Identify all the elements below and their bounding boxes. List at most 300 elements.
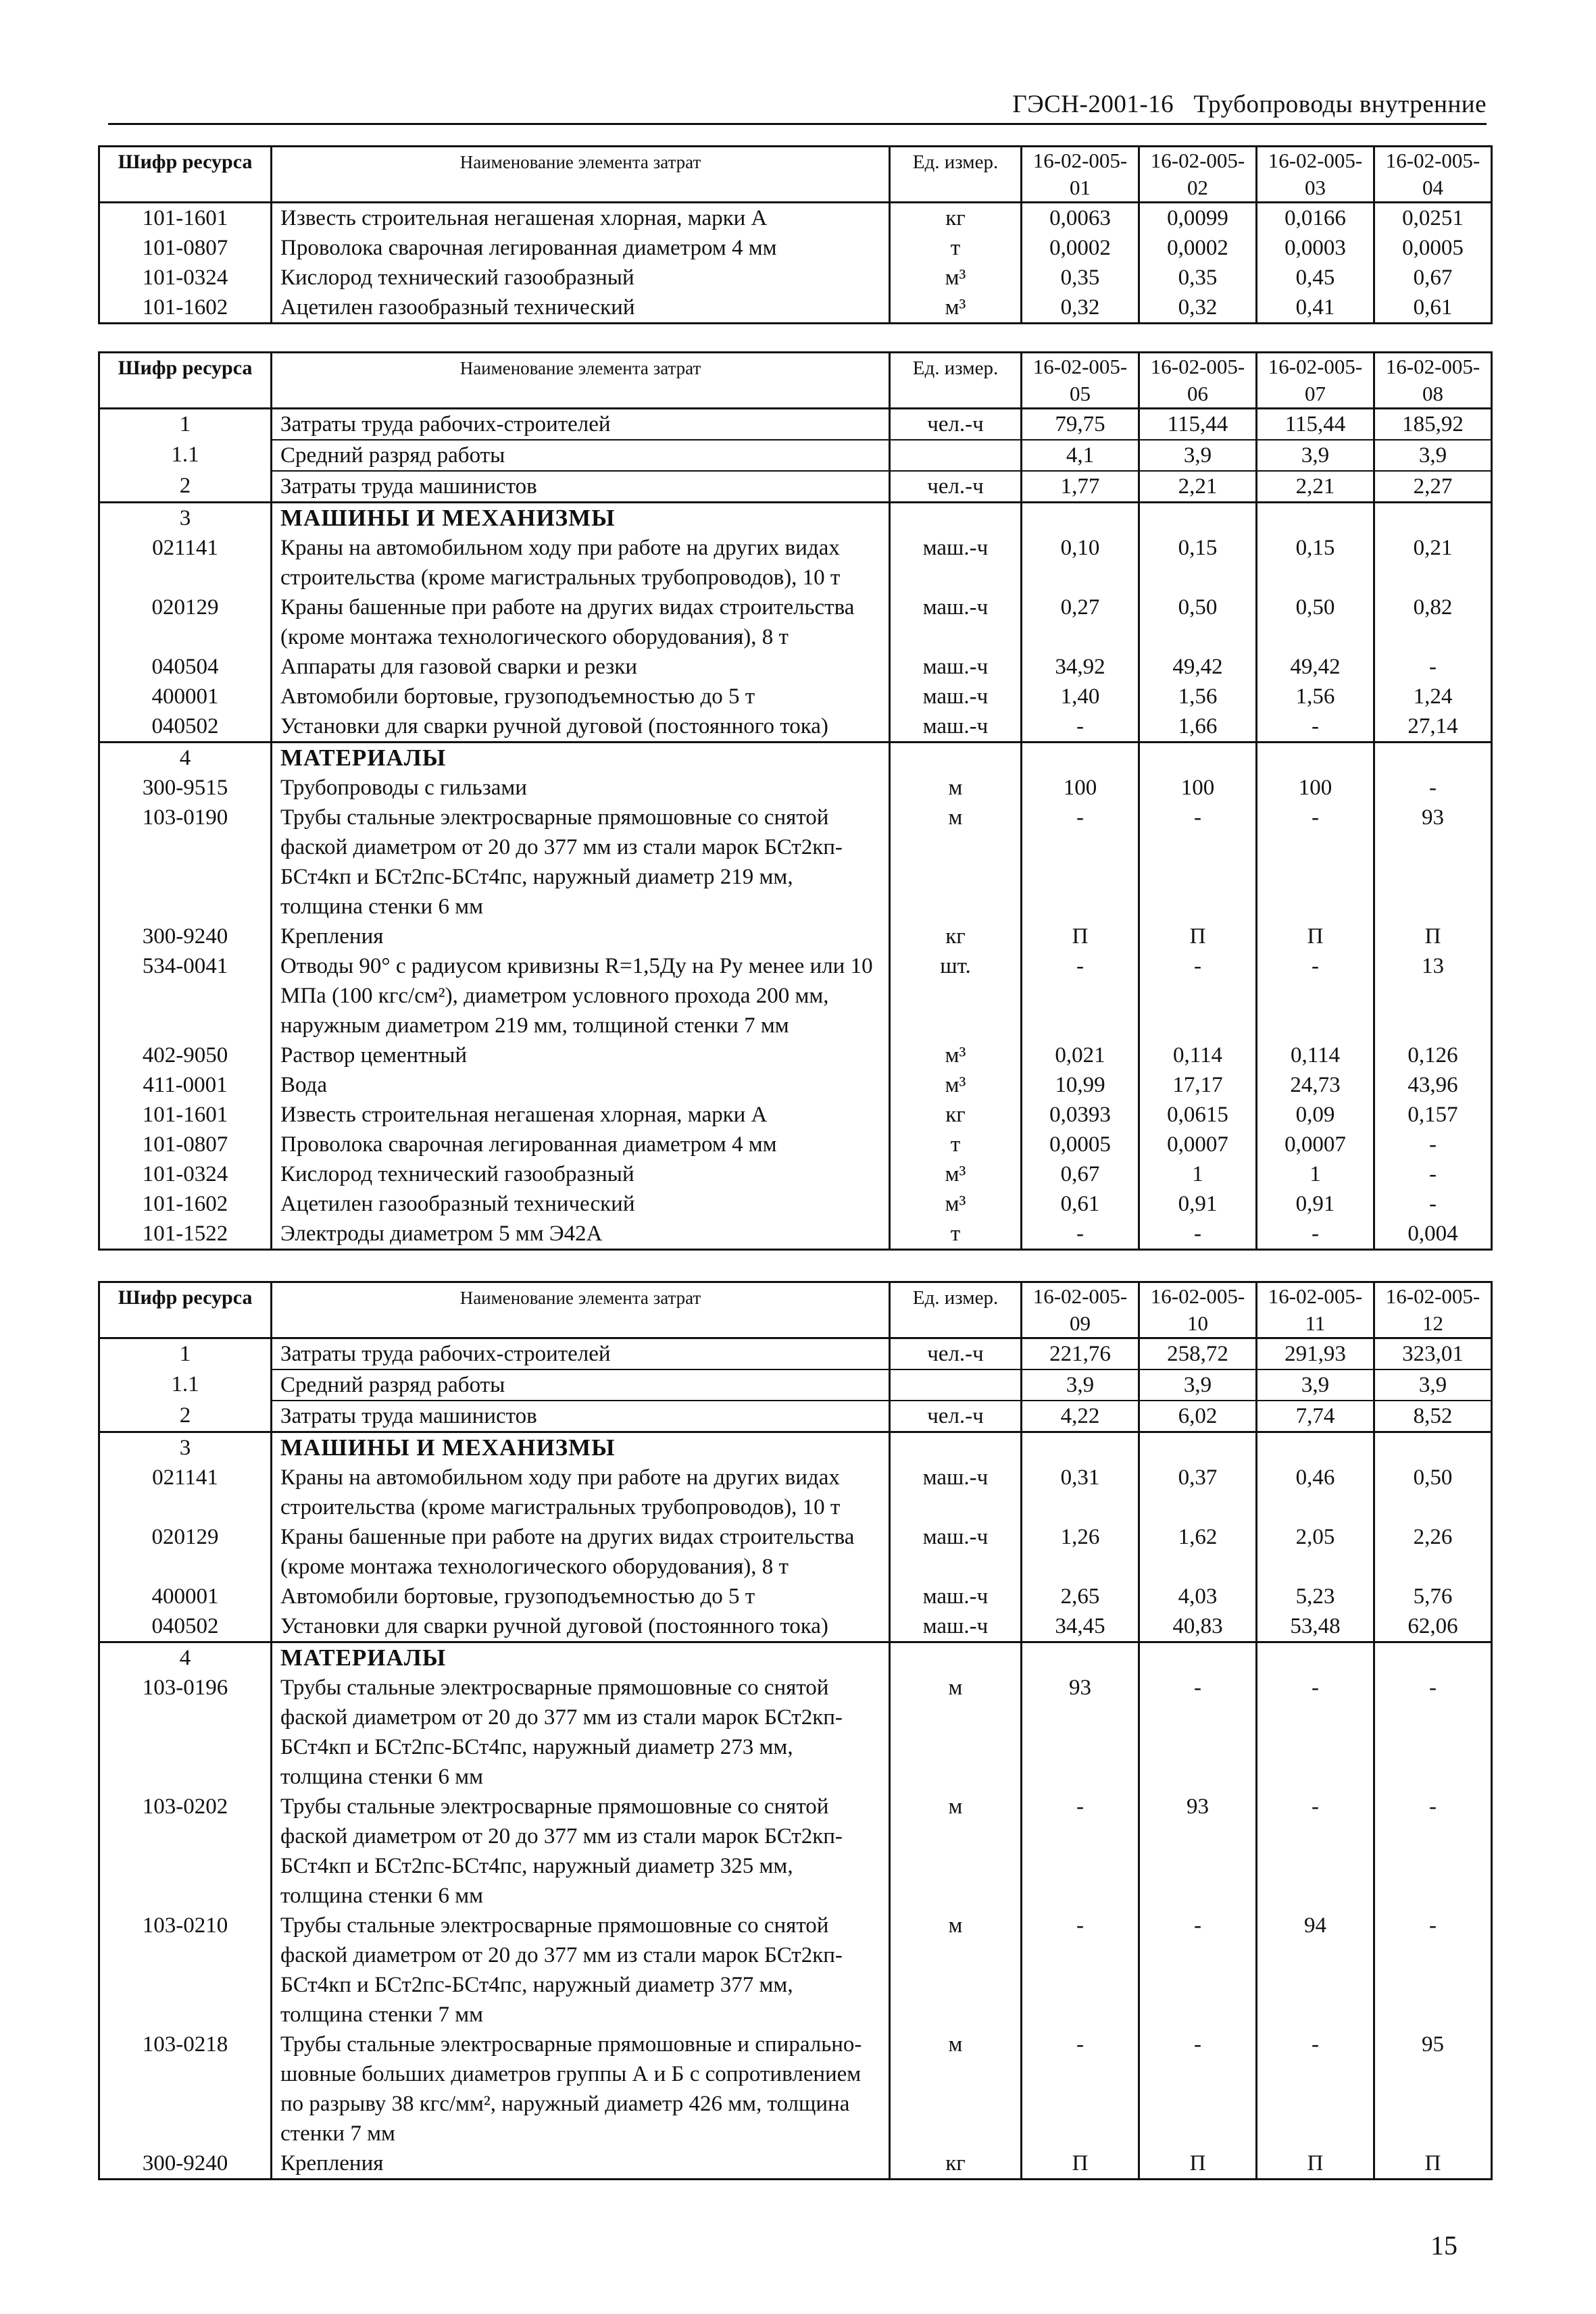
resource-code: 3: [99, 1432, 272, 1463]
norm-value: -: [1139, 1911, 1257, 2030]
table-row: [99, 1792, 1492, 1911]
cost-element-name: Средний разряд работы: [272, 1369, 890, 1401]
unit-of-measure: м³: [890, 1040, 1022, 1070]
norm-value: П: [1374, 2148, 1492, 2180]
norm-value: 24,73: [1257, 1070, 1374, 1100]
norm-value: 0,41: [1257, 293, 1374, 324]
cost-element-name: Электроды диаметром 5 мм Э42А: [272, 1219, 890, 1250]
header-norm-code: 16-02-005-07: [1257, 353, 1374, 409]
norm-value: 1,66: [1139, 711, 1257, 743]
norm-value: 0,0166: [1257, 203, 1374, 234]
norm-value: 100: [1257, 773, 1374, 803]
table-row: [99, 1432, 1492, 1463]
unit-of-measure: [890, 440, 1022, 471]
norm-value: 0,0615: [1139, 1100, 1257, 1130]
cost-element-name: Раствор цементный: [272, 1040, 890, 1070]
norm-value: 0,27: [1022, 593, 1139, 652]
norm-value: 79,75: [1022, 409, 1139, 441]
table-row: [99, 1673, 1492, 1792]
norm-value: 3,9: [1022, 1369, 1139, 1401]
table-row: [99, 922, 1492, 951]
table-row: [99, 1219, 1492, 1250]
table-row: [99, 233, 1492, 263]
table-row: [99, 593, 1492, 652]
norm-value: 1,77: [1022, 471, 1139, 503]
norm-value: -: [1374, 773, 1492, 803]
norm-value: 0,35: [1022, 263, 1139, 293]
norm-value: 10,99: [1022, 1070, 1139, 1100]
unit-of-measure: маш.-ч: [890, 533, 1022, 593]
resource-code: 040504: [99, 652, 272, 682]
cost-element-name: Кислород технический газообразный: [272, 263, 890, 293]
norm-value: 115,44: [1257, 409, 1374, 441]
resource-code: 402-9050: [99, 1040, 272, 1070]
norm-value: 0,67: [1022, 1159, 1139, 1189]
norm-value: [1257, 743, 1374, 774]
table-row: [99, 743, 1492, 774]
norm-value: 3,9: [1139, 1369, 1257, 1401]
resource-code: 101-0324: [99, 1159, 272, 1189]
norm-value: 0,0002: [1139, 233, 1257, 263]
norm-value: 0,91: [1139, 1189, 1257, 1219]
resource-code: 103-0202: [99, 1792, 272, 1911]
header-norm-code: 16-02-005-09: [1022, 1282, 1139, 1338]
norm-value: П: [1139, 922, 1257, 951]
resource-code: 300-9240: [99, 922, 272, 951]
table-row: [99, 503, 1492, 534]
norm-value: 2,27: [1374, 471, 1492, 503]
norm-value: [1139, 503, 1257, 534]
norm-value: -: [1374, 1673, 1492, 1792]
norm-value: [1257, 1642, 1374, 1674]
header-title: ГЭСН-2001-16 Трубопроводы внутренние: [1012, 91, 1487, 118]
cost-element-name: Затраты труда рабочих-строителей: [272, 409, 890, 441]
resource-code: 103-0210: [99, 1911, 272, 2030]
norm-value: 1: [1139, 1159, 1257, 1189]
norm-value: 2,21: [1257, 471, 1374, 503]
norm-value: 0,67: [1374, 263, 1492, 293]
cost-element-name: Установки для сварки ручной дуговой (постоянного тока): [272, 1611, 890, 1642]
norm-value: 13: [1374, 951, 1492, 1040]
unit-of-measure: [890, 503, 1022, 534]
norm-value: 0,0063: [1022, 203, 1139, 234]
header-code: Шифр ресурса: [99, 1282, 272, 1338]
unit-of-measure: м³: [890, 1070, 1022, 1100]
norm-value: [1139, 1642, 1257, 1674]
norm-value: 185,92: [1374, 409, 1492, 441]
cost-element-name: Проволока сварочная легированная диаметром 4 мм: [272, 1130, 890, 1159]
cost-element-name: Аппараты для газовой сварки и резки: [272, 652, 890, 682]
norm-value: 5,23: [1257, 1582, 1374, 1611]
norm-value: 0,50: [1139, 593, 1257, 652]
norm-value: 34,45: [1022, 1611, 1139, 1642]
resource-code: 101-1602: [99, 293, 272, 324]
norm-value: 3,9: [1374, 1369, 1492, 1401]
unit-of-measure: м: [890, 1911, 1022, 2030]
table-row: [99, 1911, 1492, 2030]
cost-element-name: Трубопроводы с гильзами: [272, 773, 890, 803]
table-header-row: [99, 353, 1492, 409]
norm-value: 0,004: [1374, 1219, 1492, 1250]
table-row: [99, 1159, 1492, 1189]
norm-value: 93: [1139, 1792, 1257, 1911]
norm-value: 6,02: [1139, 1401, 1257, 1432]
unit-of-measure: м: [890, 773, 1022, 803]
resource-code: 101-1522: [99, 1219, 272, 1250]
unit-of-measure: шт.: [890, 951, 1022, 1040]
norm-value: 0,0005: [1022, 1130, 1139, 1159]
norm-value: -: [1022, 2030, 1139, 2148]
table-row: [99, 293, 1492, 324]
resource-code: 101-0324: [99, 263, 272, 293]
cost-element-name: Средний разряд работы: [272, 440, 890, 471]
header-norm-code: 16-02-005-10: [1139, 1282, 1257, 1338]
norm-value: -: [1257, 711, 1374, 743]
header-unit: Ед. измер.: [890, 147, 1022, 203]
table-header-row: [99, 1282, 1492, 1338]
norm-value: 258,72: [1139, 1338, 1257, 1370]
table-row: [99, 409, 1492, 441]
norm-value: [1139, 743, 1257, 774]
norm-value: 0,0003: [1257, 233, 1374, 263]
norm-value: [1139, 1432, 1257, 1463]
norm-value: -: [1257, 1673, 1374, 1792]
header-norm-code: 16-02-005-06: [1139, 353, 1257, 409]
norm-value: 1,40: [1022, 682, 1139, 711]
norm-value: [1022, 743, 1139, 774]
norm-value: 3,9: [1374, 440, 1492, 471]
norm-value: 0,61: [1374, 293, 1492, 324]
unit-of-measure: м: [890, 1792, 1022, 1911]
norm-value: 323,01: [1374, 1338, 1492, 1370]
norm-value: -: [1257, 1792, 1374, 1911]
table-header-row: [99, 147, 1492, 203]
cost-element-name: МАШИНЫ И МЕХАНИЗМЫ: [272, 503, 890, 534]
unit-of-measure: маш.-ч: [890, 1522, 1022, 1582]
header-unit: Ед. измер.: [890, 1282, 1022, 1338]
unit-of-measure: [890, 1432, 1022, 1463]
table-row: [99, 533, 1492, 593]
table-row: [99, 1582, 1492, 1611]
unit-of-measure: м³: [890, 1159, 1022, 1189]
norm-value: [1374, 1642, 1492, 1674]
resource-code: 040502: [99, 1611, 272, 1642]
unit-of-measure: кг: [890, 1100, 1022, 1130]
norm-value: П: [1257, 2148, 1374, 2180]
resource-code: 1: [99, 1338, 272, 1370]
norm-value: -: [1022, 1219, 1139, 1250]
norm-value: 27,14: [1374, 711, 1492, 743]
header-norm-code: 16-02-005-12: [1374, 1282, 1492, 1338]
table-row: [99, 1070, 1492, 1100]
table-row: [99, 440, 1492, 471]
unit-of-measure: м: [890, 1673, 1022, 1792]
resource-code: 103-0196: [99, 1673, 272, 1792]
norm-value: 115,44: [1139, 409, 1257, 441]
norm-value: 0,35: [1139, 263, 1257, 293]
table-row: [99, 2148, 1492, 2180]
norm-value: П: [1022, 922, 1139, 951]
header-norm-code: 16-02-005-01: [1022, 147, 1139, 203]
cost-element-name: Трубы стальные электросварные прямошовные со снятой фаской диаметром от 20 до 377 мм из стали марок БСт2кп-БСт4кп и БСт2пс-БСт4пс, наружный диаметр 325 мм, толщина стенки 6 мм: [272, 1792, 890, 1911]
norm-value: 0,32: [1139, 293, 1257, 324]
table-row: [99, 1369, 1492, 1401]
table-row: [99, 203, 1492, 234]
norm-value: [1257, 1432, 1374, 1463]
unit-of-measure: чел.-ч: [890, 1338, 1022, 1370]
table-row: [99, 1401, 1492, 1432]
table-row: [99, 1611, 1492, 1642]
header-norm-code: 16-02-005-11: [1257, 1282, 1374, 1338]
resource-code: 1: [99, 409, 272, 441]
norm-value: 0,09: [1257, 1100, 1374, 1130]
norm-value: 0,15: [1139, 533, 1257, 593]
unit-of-measure: маш.-ч: [890, 652, 1022, 682]
table-row: [99, 711, 1492, 743]
norm-value: 0,32: [1022, 293, 1139, 324]
norm-value: 291,93: [1257, 1338, 1374, 1370]
norm-value: -: [1257, 803, 1374, 922]
norm-value: 0,91: [1257, 1189, 1374, 1219]
cost-element-name: МАТЕРИАЛЫ: [272, 1642, 890, 1674]
resource-table-3: [98, 1281, 1493, 2180]
norm-value: -: [1374, 1189, 1492, 1219]
unit-of-measure: т: [890, 1130, 1022, 1159]
unit-of-measure: маш.-ч: [890, 1463, 1022, 1522]
norm-value: 62,06: [1374, 1611, 1492, 1642]
header-norm-code: 16-02-005-03: [1257, 147, 1374, 203]
resource-code: 020129: [99, 1522, 272, 1582]
cost-element-name: Кислород технический газообразный: [272, 1159, 890, 1189]
cost-element-name: Краны башенные при работе на других видах строительства (кроме монтажа технологического оборудования), 8 т: [272, 1522, 890, 1582]
norm-value: 2,21: [1139, 471, 1257, 503]
norm-value: 0,0007: [1257, 1130, 1374, 1159]
table-row: [99, 682, 1492, 711]
norm-value: -: [1022, 1911, 1139, 2030]
resource-code: 040502: [99, 711, 272, 743]
resource-code: 101-1601: [99, 1100, 272, 1130]
norm-value: [1022, 1432, 1139, 1463]
cost-element-name: Затраты труда машинистов: [272, 1401, 890, 1432]
resource-table-2: [98, 351, 1493, 1251]
cost-element-name: Трубы стальные электросварные прямошовные со снятой фаской диаметром от 20 до 377 мм из стали марок БСт2кп-БСт4кп и БСт2пс-БСт4пс, наружный диаметр 377 мм, толщина стенки 7 мм: [272, 1911, 890, 2030]
unit-of-measure: т: [890, 1219, 1022, 1250]
cost-element-name: Затраты труда рабочих-строителей: [272, 1338, 890, 1370]
unit-of-measure: чел.-ч: [890, 471, 1022, 503]
norm-value: 49,42: [1139, 652, 1257, 682]
cost-element-name: Автомобили бортовые, грузоподъемностью до 5 т: [272, 1582, 890, 1611]
norm-value: 7,74: [1257, 1401, 1374, 1432]
resource-code: 300-9515: [99, 773, 272, 803]
norm-value: 0,46: [1257, 1463, 1374, 1522]
header-code: Шифр ресурса: [99, 353, 272, 409]
unit-of-measure: м: [890, 803, 1022, 922]
cost-element-name: Известь строительная негашеная хлорная, марки А: [272, 203, 890, 234]
norm-value: 1,56: [1139, 682, 1257, 711]
cost-element-name: Установки для сварки ручной дуговой (постоянного тока): [272, 711, 890, 743]
norm-value: П: [1257, 922, 1374, 951]
norm-value: 5,76: [1374, 1582, 1492, 1611]
unit-of-measure: м³: [890, 1189, 1022, 1219]
norm-value: 53,48: [1257, 1611, 1374, 1642]
unit-of-measure: чел.-ч: [890, 1401, 1022, 1432]
resource-code: 4: [99, 1642, 272, 1674]
unit-of-measure: кг: [890, 203, 1022, 234]
unit-of-measure: кг: [890, 2148, 1022, 2180]
norm-value: 1,26: [1022, 1522, 1139, 1582]
norm-value: 0,37: [1139, 1463, 1257, 1522]
norm-value: 2,65: [1022, 1582, 1139, 1611]
norm-value: 1: [1257, 1159, 1374, 1189]
resource-code: 3: [99, 503, 272, 534]
norm-value: П: [1022, 2148, 1139, 2180]
norm-value: -: [1374, 1792, 1492, 1911]
resource-code: 1.1: [99, 440, 272, 471]
resource-code: 101-1601: [99, 203, 272, 234]
cost-element-name: Вода: [272, 1070, 890, 1100]
resource-code: 020129: [99, 593, 272, 652]
norm-value: -: [1374, 1130, 1492, 1159]
table-row: [99, 1189, 1492, 1219]
resource-code: 021141: [99, 1463, 272, 1522]
norm-value: 0,0251: [1374, 203, 1492, 234]
norm-value: 4,1: [1022, 440, 1139, 471]
norm-value: -: [1374, 1159, 1492, 1189]
resource-code: 101-0807: [99, 1130, 272, 1159]
cost-element-name: Краны на автомобильном ходу при работе на других видах строительства (кроме магистральных трубопроводов), 10 т: [272, 1463, 890, 1522]
resource-code: 400001: [99, 1582, 272, 1611]
norm-value: 95: [1374, 2030, 1492, 2148]
norm-value: -: [1139, 1219, 1257, 1250]
header-norm-code: 16-02-005-08: [1374, 353, 1492, 409]
header-name: Наименование элемента затрат: [272, 1282, 890, 1338]
resource-code: 4: [99, 743, 272, 774]
norm-value: -: [1139, 1673, 1257, 1792]
norm-value: 0,126: [1374, 1040, 1492, 1070]
resource-table-1: [98, 145, 1493, 324]
norm-value: П: [1374, 922, 1492, 951]
table-row: [99, 1100, 1492, 1130]
unit-of-measure: маш.-ч: [890, 682, 1022, 711]
norm-value: 0,157: [1374, 1100, 1492, 1130]
unit-of-measure: кг: [890, 922, 1022, 951]
norm-value: 100: [1022, 773, 1139, 803]
header-norm-code: 16-02-005-04: [1374, 147, 1492, 203]
resource-code: 021141: [99, 533, 272, 593]
norm-value: -: [1257, 951, 1374, 1040]
resource-code: 2: [99, 471, 272, 503]
norm-value: -: [1139, 2030, 1257, 2148]
norm-value: 3,9: [1257, 1369, 1374, 1401]
table-row: [99, 652, 1492, 682]
norm-value: [1374, 743, 1492, 774]
norm-value: -: [1022, 1792, 1139, 1911]
header-name: Наименование элемента затрат: [272, 353, 890, 409]
norm-value: 94: [1257, 1911, 1374, 2030]
norm-value: 1,56: [1257, 682, 1374, 711]
norm-value: -: [1022, 711, 1139, 743]
norm-value: 0,21: [1374, 533, 1492, 593]
table-row: [99, 951, 1492, 1040]
unit-of-measure: м³: [890, 293, 1022, 324]
norm-value: 93: [1022, 1673, 1139, 1792]
table-row: [99, 1130, 1492, 1159]
unit-of-measure: [890, 743, 1022, 774]
norm-value: 3,9: [1257, 440, 1374, 471]
cost-element-name: Автомобили бортовые, грузоподъемностью до 5 т: [272, 682, 890, 711]
norm-value: 0,45: [1257, 263, 1374, 293]
norm-value: 17,17: [1139, 1070, 1257, 1100]
norm-value: 40,83: [1139, 1611, 1257, 1642]
norm-value: 1,24: [1374, 682, 1492, 711]
table-row: [99, 1463, 1492, 1522]
page-number: 15: [1430, 2230, 1457, 2261]
norm-value: 0,021: [1022, 1040, 1139, 1070]
norm-value: 0,31: [1022, 1463, 1139, 1522]
cost-element-name: Трубы стальные электросварные прямошовные со снятой фаской диаметром от 20 до 377 мм из стали марок БСт2кп-БСт4кп и БСт2пс-БСт4пс, наружный диаметр 219 мм, толщина стенки 6 мм: [272, 803, 890, 922]
table-row: [99, 1522, 1492, 1582]
norm-value: 0,0002: [1022, 233, 1139, 263]
norm-value: 100: [1139, 773, 1257, 803]
resource-code: 411-0001: [99, 1070, 272, 1100]
unit-of-measure: маш.-ч: [890, 711, 1022, 743]
table-row: [99, 263, 1492, 293]
header-code: Шифр ресурса: [99, 147, 272, 203]
resource-code: 103-0190: [99, 803, 272, 922]
norm-value: 0,0099: [1139, 203, 1257, 234]
resource-code: 300-9240: [99, 2148, 272, 2180]
unit-of-measure: м: [890, 2030, 1022, 2148]
norm-value: 0,10: [1022, 533, 1139, 593]
norm-value: 43,96: [1374, 1070, 1492, 1100]
cost-element-name: МАТЕРИАЛЫ: [272, 743, 890, 774]
cost-element-name: Краны на автомобильном ходу при работе на других видах строительства (кроме магистральных трубопроводов), 10 т: [272, 533, 890, 593]
cost-element-name: Трубы стальные электросварные прямошовные и спирально-шовные больших диаметров группы А и Б с сопротивлением по разрыву 38 кгс/мм², наружный диаметр 426 мм, толщина стенки 7 мм: [272, 2030, 890, 2148]
cost-element-name: Ацетилен газообразный технический: [272, 293, 890, 324]
cost-element-name: МАШИНЫ И МЕХАНИЗМЫ: [272, 1432, 890, 1463]
norm-value: [1374, 1432, 1492, 1463]
norm-value: 221,76: [1022, 1338, 1139, 1370]
norm-value: 0,61: [1022, 1189, 1139, 1219]
table-row: [99, 471, 1492, 503]
resource-code: 103-0218: [99, 2030, 272, 2148]
norm-value: 2,26: [1374, 1522, 1492, 1582]
norm-value: 0,114: [1257, 1040, 1374, 1070]
table-row: [99, 1642, 1492, 1674]
unit-of-measure: м³: [890, 263, 1022, 293]
norm-value: 1,62: [1139, 1522, 1257, 1582]
resource-code: 534-0041: [99, 951, 272, 1040]
norm-value: -: [1139, 951, 1257, 1040]
table-row: [99, 803, 1492, 922]
table-row: [99, 1338, 1492, 1370]
header-norm-code: 16-02-005-02: [1139, 147, 1257, 203]
cost-element-name: Отводы 90° с радиусом кривизны R=1,5Ду на Ру менее или 10 МПа (100 кгс/см²), диаметром условного прохода 200 мм, наружным диаметром 219 мм, толщиной стенки 7 мм: [272, 951, 890, 1040]
norm-value: 3,9: [1139, 440, 1257, 471]
running-header: [108, 88, 1487, 125]
cost-element-name: Известь строительная негашеная хлорная, марки А: [272, 1100, 890, 1130]
norm-value: 0,0393: [1022, 1100, 1139, 1130]
resource-code: 2: [99, 1401, 272, 1432]
unit-of-measure: [890, 1369, 1022, 1401]
norm-value: 0,114: [1139, 1040, 1257, 1070]
resource-code: 101-0807: [99, 233, 272, 263]
norm-value: 34,92: [1022, 652, 1139, 682]
table-row: [99, 2030, 1492, 2148]
norm-value: [1022, 503, 1139, 534]
norm-value: 0,50: [1374, 1463, 1492, 1522]
norm-value: -: [1257, 2030, 1374, 2148]
